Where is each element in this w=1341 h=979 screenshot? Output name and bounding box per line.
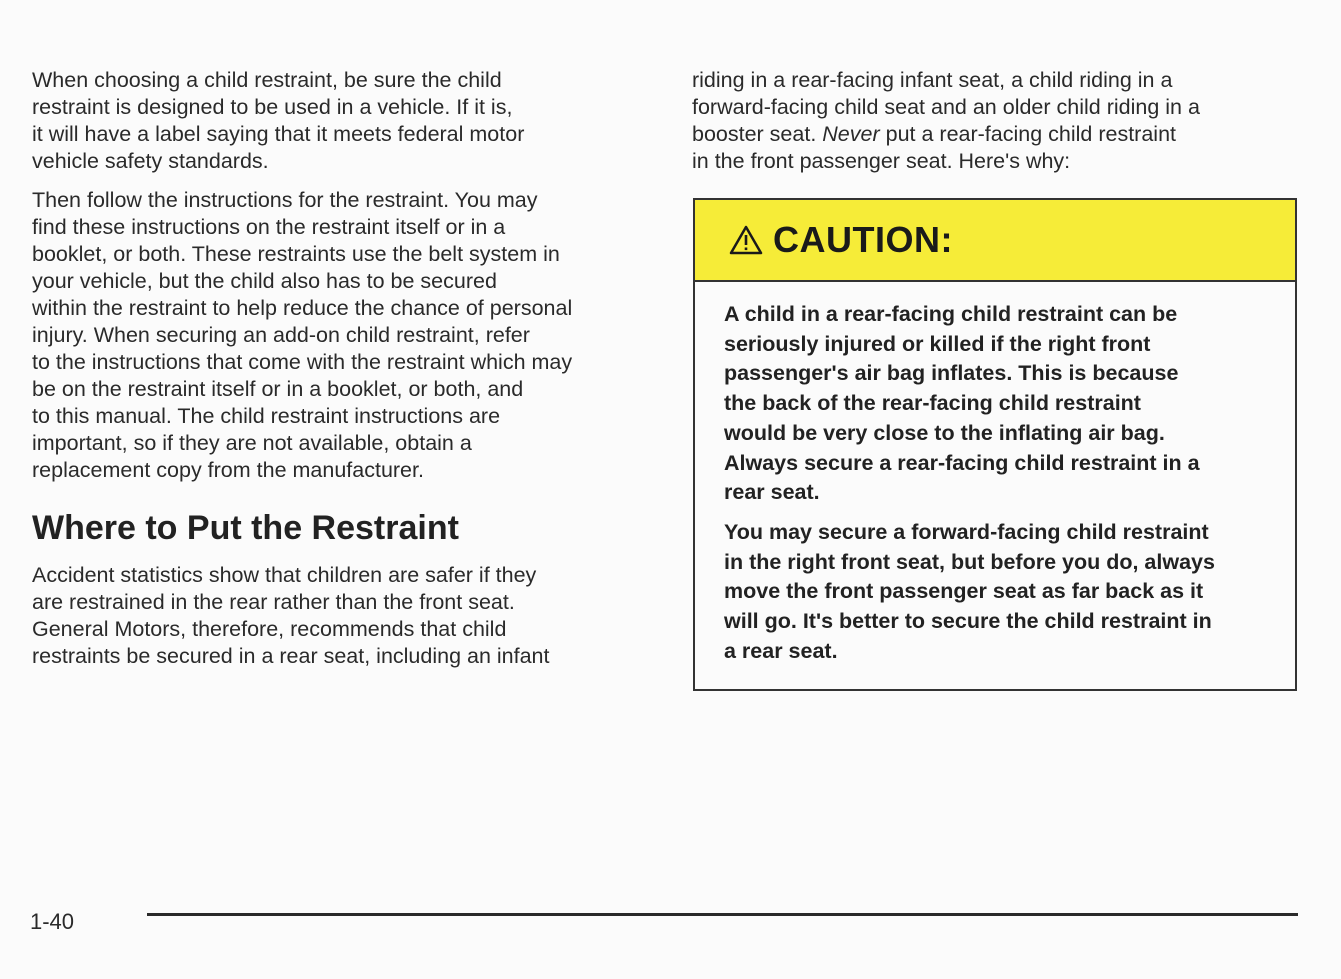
intro-text-part1: riding in a rear-facing infant seat, a child riding in a forward-facing child seat and an older child riding in a booster seat.	[692, 68, 1200, 146]
footer-rule	[147, 913, 1298, 916]
paragraph-follow-instructions: Then follow the instructions for the restraint. You may find these instructions on the restraint itself or in a booklet, or both. These restraints use the belt system in your vehicle, but the child also has to be secured within the restraint to help reduce the chance of personal injury. When securing an add-on child restraint, refer to the instructions that come with the restraint which may be on the restraint itself or in a booklet, or both, and to this manual. The child restraint instructions are important, so if they are not available, obtain a replacement copy from the manufacturer.	[32, 188, 573, 482]
caution-title: CAUTION:	[773, 219, 953, 260]
left-column	[32, 67, 647, 682]
warning-triangle-icon	[729, 225, 763, 255]
intro-text-part2: put a rear-facing child restraint in the front passenger seat. Here's why:	[692, 122, 1177, 173]
paragraph-choosing-restraint: When choosing a child restraint, be sure the child restraint is designed to be used in a vehicle. If it is, it will have a label saying that it meets federal motor vehicle safety standards.	[32, 68, 525, 173]
caution-box	[693, 198, 1297, 691]
paragraph-rear-seat-intro	[692, 67, 1302, 175]
caution-paragraph-rear-facing: A child in a rear-facing child restraint can be seriously injured or killed if the right front passenger's air bag inflates. This is because the back of the rear-facing child restraint would be very close to the inflating air bag. Always secure a rear-facing child restraint in a rear seat.	[724, 302, 1200, 505]
paragraph-accident-statistics: Accident statistics show that children are safer if they are restrained in the rear rather than the front seat. General Motors, therefore, recommends that child restraints be secured in a rear seat, including an infant	[32, 563, 550, 668]
caution-header	[695, 200, 1295, 282]
caution-body	[695, 282, 1295, 666]
right-column	[692, 67, 1302, 175]
intro-emphasis-never: Never	[822, 122, 880, 146]
page-number: 1-40	[30, 909, 75, 934]
section-heading: Where to Put the Restraint	[32, 509, 459, 547]
caution-paragraph-forward-facing: You may secure a forward-facing child restraint in the right front seat, but before you do, always move the front passenger seat as far back as it will go. It's better to secure the child restraint in a rear seat.	[724, 519, 1215, 663]
